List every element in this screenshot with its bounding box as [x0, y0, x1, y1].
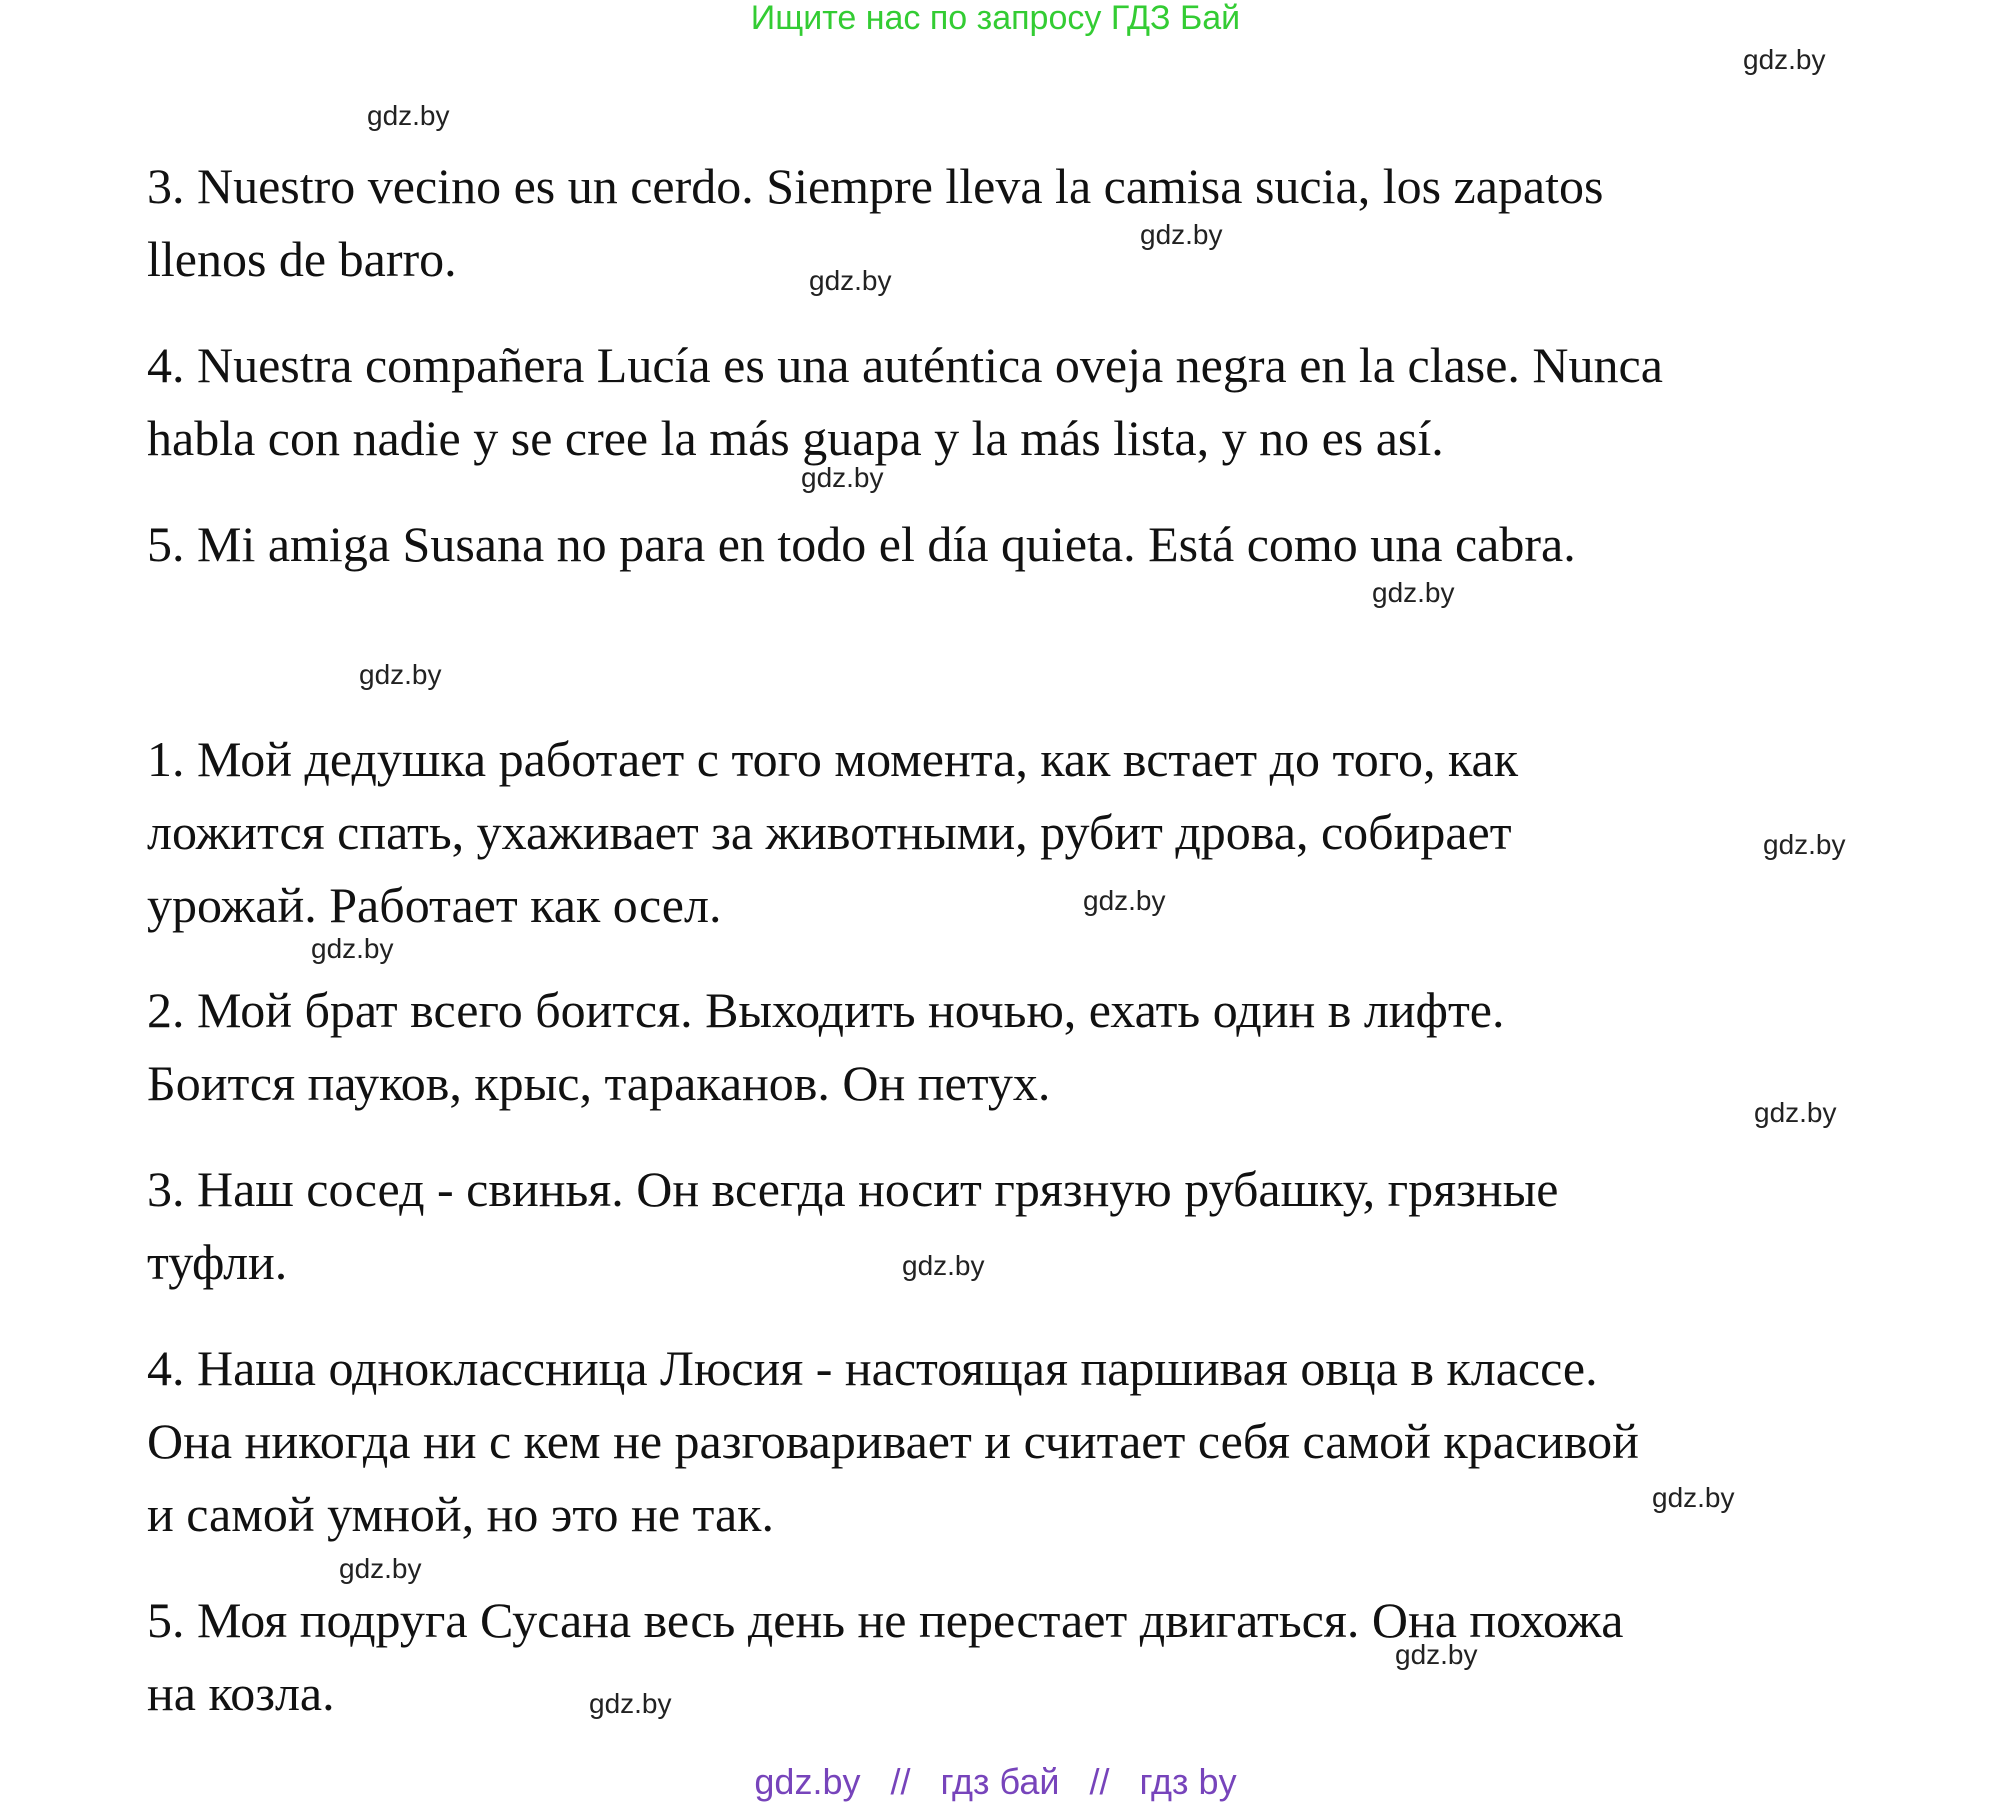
russian-paragraph-3: 3. Наш сосед - свинья. Он всегда носит грязную рубашку, грязные туфли. — [147, 1161, 1559, 1290]
footer-link-gdz-bai[interactable]: гдз бай — [940, 1761, 1060, 1802]
watermark: gdz.by — [339, 1553, 422, 1584]
russian-paragraph-2: 2. Мой брат всего боится. Выходить ночью, ехать один в лифте. Боится пауков, крыс, тараканов. Он петух. — [147, 982, 1505, 1111]
spanish-paragraph-3: 3. Nuestro vecino es un cerdo. Siempre lleva la camisa sucia, los zapatos llenos de barro. — [147, 158, 1604, 287]
watermark: gdz.by — [367, 100, 450, 131]
watermark: gdz.by — [1754, 1097, 1837, 1128]
spanish-paragraph-4: 4. Nuestra compañera Lucía es una auténtica oveja negra en la clase. Nunca habla con nadie y se cree la más guapa y la más lista, y no es así. — [147, 337, 1663, 466]
watermark: gdz.by — [902, 1250, 985, 1281]
watermark: gdz.by — [359, 659, 442, 690]
watermark: gdz.by — [1652, 1482, 1735, 1513]
watermark: gdz.by — [809, 265, 892, 296]
russian-paragraph-5: 5. Моя подруга Сусана весь день не перестает двигаться. Она похожа на козла. — [147, 1592, 1624, 1721]
watermark: gdz.by — [801, 462, 884, 493]
watermark: gdz.by — [1763, 829, 1846, 860]
spanish-paragraph-5: 5. Mi amiga Susana no para en todo el día quieta. Está como una cabra. — [147, 516, 1576, 572]
watermark: gdz.by — [589, 1688, 672, 1719]
watermark: gdz.by — [1372, 577, 1455, 608]
footer-separator: // — [890, 1761, 911, 1802]
watermark: gdz.by — [1395, 1639, 1478, 1670]
watermark: gdz.by — [1140, 219, 1223, 250]
footer-separator: // — [1089, 1761, 1110, 1802]
russian-paragraph-1: 1. Мой дедушка работает с того момента, как встает до того, как ложится спать, ухаживает за животными, рубит дрова, собирает урожай. Работает как осел. — [147, 731, 1518, 933]
russian-paragraph-4: 4. Наша одноклассница Люсия - настоящая паршивая овца в классе. Она никогда ни с кем не разговаривает и считает себя самой красивой и самой умной, но это не так. — [147, 1340, 1639, 1542]
search-banner: Ищите нас по запросу ГДЗ Бай — [750, 0, 1241, 37]
footer-link-gdz-by[interactable]: gdz.by — [754, 1761, 861, 1802]
watermark: gdz.by — [1743, 44, 1826, 75]
footer-link-gdz-by-mixed[interactable]: гдз by — [1139, 1761, 1237, 1802]
watermark: gdz.by — [311, 933, 394, 964]
footer-links — [0, 1762, 1991, 1802]
watermark: gdz.by — [1083, 885, 1166, 916]
